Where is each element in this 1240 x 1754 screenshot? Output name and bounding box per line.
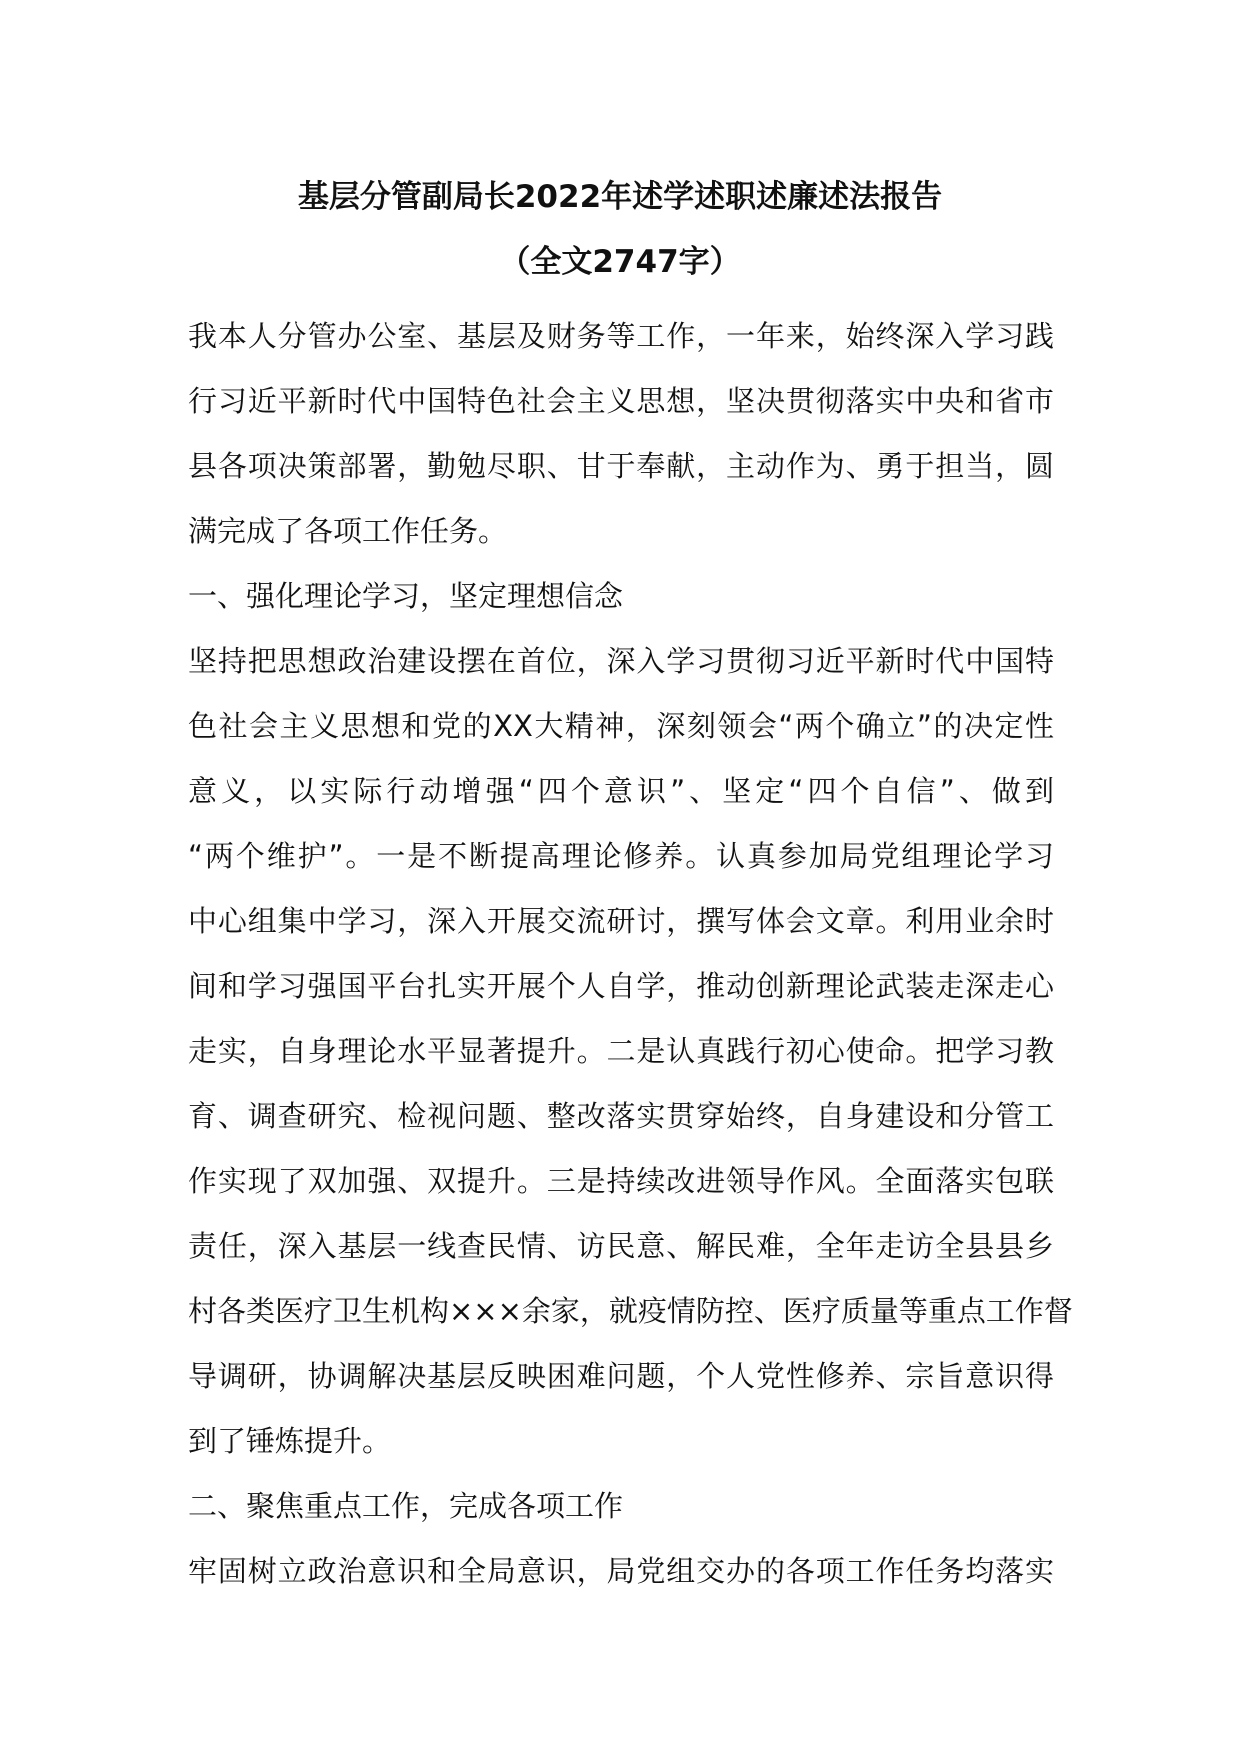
paragraph-line: 村各类医疗卫生机构×××余家，就疫情防控、医疗质量等重点工作督 bbox=[188, 1294, 1073, 1328]
paragraph-line: 意义，以实际行动增强“四个意识”、坚定“四个自信”、做到 bbox=[188, 774, 1054, 808]
paragraph-line: 责任，深入基层一线查民情、访民意、解民难，全年走访全县县乡 bbox=[188, 1229, 1054, 1263]
paragraph-line: 行习近平新时代中国特色社会主义思想，坚决贯彻落实中央和省市 bbox=[188, 384, 1054, 418]
paragraph-line: 我本人分管办公室、基层及财务等工作，一年来，始终深入学习践 bbox=[188, 319, 1054, 353]
paragraph-line: 中心组集中学习，深入开展交流研讨，撰写体会文章。利用业余时 bbox=[188, 904, 1054, 938]
section-heading: 二、聚焦重点工作，完成各项工作 bbox=[188, 1489, 624, 1523]
document-title: 基层分管副局长2022年述学述职述廉述法报告 bbox=[297, 179, 943, 215]
paragraph-line: 满完成了各项工作任务。 bbox=[188, 514, 508, 548]
paragraph-line: 色社会主义思想和党的XX大精神，深刻领会“两个确立”的决定性 bbox=[188, 709, 1054, 743]
paragraph-line: 间和学习强国平台扎实开展个人自学，推动创新理论武装走深走心 bbox=[188, 969, 1054, 1003]
paragraph-line: 走实，自身理论水平显著提升。二是认真践行初心使命。把学习教 bbox=[188, 1034, 1054, 1068]
section-heading: 一、强化理论学习，坚定理想信念 bbox=[188, 579, 624, 613]
paragraph-line: 牢固树立政治意识和全局意识，局党组交办的各项工作任务均落实 bbox=[188, 1554, 1054, 1588]
document-body bbox=[188, 304, 1073, 1604]
paragraph-line: 导调研，协调解决基层反映困难问题，个人党性修养、宗旨意识得 bbox=[188, 1359, 1054, 1393]
paragraph-line: 县各项决策部署，勤勉尽职、甘于奉献，主动作为、勇于担当，圆 bbox=[188, 449, 1054, 483]
paragraph-line: “两个维护”。一是不断提高理论修养。认真参加局党组理论学习 bbox=[188, 839, 1054, 873]
paragraph-line: 到了锤炼提升。 bbox=[188, 1424, 392, 1458]
paragraph-line: 育、调查研究、检视问题、整改落实贯穿始终，自身建设和分管工 bbox=[188, 1099, 1054, 1133]
document-subtitle: （全文2747字） bbox=[499, 244, 741, 280]
paragraph-line: 作实现了双加强、双提升。三是持续改进领导作风。全面落实包联 bbox=[188, 1164, 1054, 1198]
paragraph-line: 坚持把思想政治建设摆在首位，深入学习贯彻习近平新时代中国特 bbox=[188, 644, 1054, 678]
